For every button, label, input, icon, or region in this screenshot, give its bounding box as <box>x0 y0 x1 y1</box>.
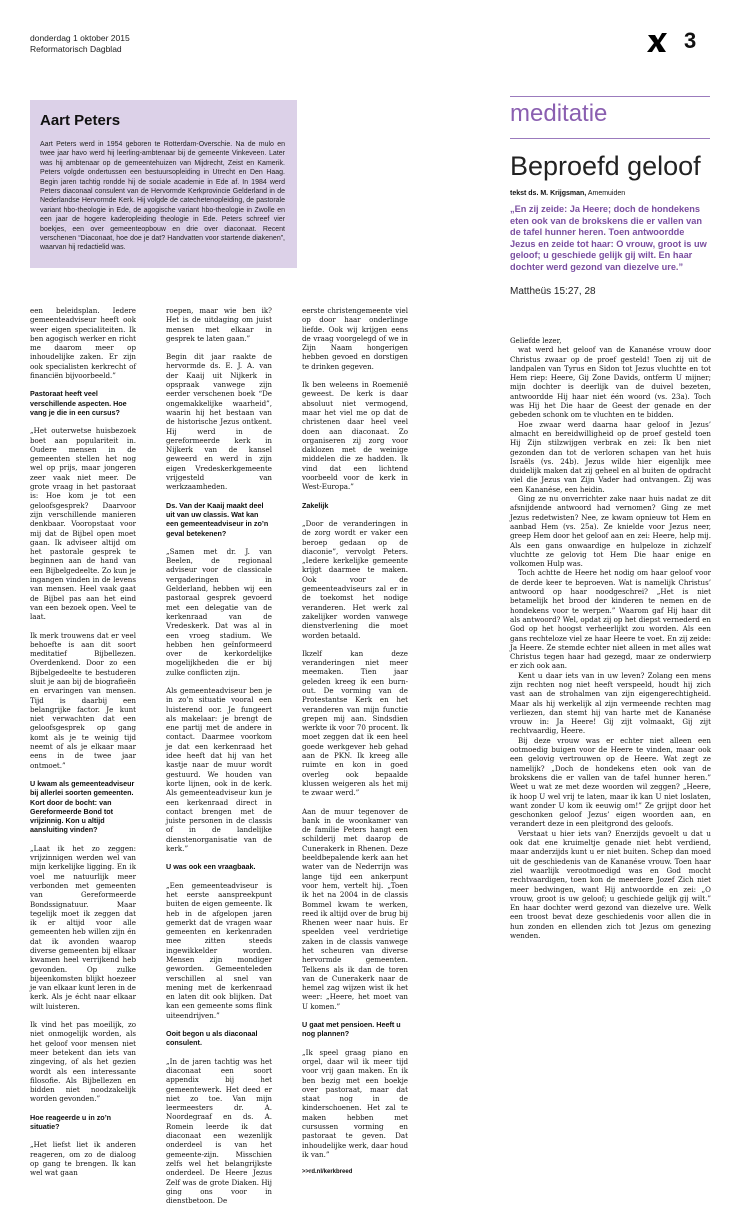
interview-column-3 <box>302 306 408 1176</box>
body-paragraph: een beleidsplan. Iedere gemeenteadviseur heeft ook weer eigen specialiteiten. Ik ben agogisch werker en richt me daarom meer op inhoudelijke zaken. Er zijn ook specialisten kerkrecht of financiën bijvoorbeeld.” <box>30 306 136 381</box>
body-paragraph: Ik ben weleens in Roemenië geweest. De kerk is daar absoluut niet vermogend, maar het viel me op dat de christenen daar heel veel doen aan diaconaat. Zo organiseren zij zorg voor daklozen met de weinige middelen die ze hadden. Ik vind dat een lichtend voorbeeld voor de kerk in West-Europa.” <box>302 380 408 492</box>
meditation-rule <box>510 138 710 139</box>
body-paragraph: eerste christengemeente viel op door haar onderlinge liefde. Ook wij krijgen eens de vraag voorgelegd of we in Zijn Naam hongerigen hebben gevoed en dorstigen te drinken gegeven. <box>302 306 408 371</box>
website-link[interactable]: >>rd.nl/kerkbreed <box>302 1169 353 1176</box>
meditation-author <box>510 189 625 199</box>
body-paragraph: „Ik speel graag piano en orgel, daar wil ik meer tijd voor vrij gaan maken. En ik ben bezig met een boekje over pastoraat, maar dat staat nog in de kinderschoenen. Het zal te maken hebben met cursussen vorming en pastoraat te geven. Dat inhoudelijke werk, daar houd ik van.” <box>302 1047 408 1159</box>
body-paragraph: „Een gemeenteadviseur is het eerste aanspreekpunt buiten de eigen gemeente. Ik heb in de afgelopen jaren gemerkt dat de vragen waar gemeenten en kerkenraden mee zitten steeds ingewikkelder worden. Mensen zijn mondiger geworden. Gemeenteleden verschillen al snel van mening met de kerkenraad en laten dit ook blijken. Dat kan een gemeente soms flink uiteendrijven.” <box>166 880 272 1020</box>
body-paragraph: „Het liefst liet ik anderen reageren, om zo de dialoog op gang te brengen. Ik kan wel wat gaan <box>30 1140 136 1178</box>
header-dateline <box>30 33 130 55</box>
page-number: 3 <box>684 28 697 53</box>
interview-question: Ooit begon u als diaconaal consulent. <box>166 1029 258 1048</box>
body-paragraph: „Samen met dr. J. van Beelen, de regionaal adviseur voor de classicale vergaderingen in Gelderland, hebben wij een pastoraal gesprek gevoerd met een delegatie van de kerkenraad van de Vredeskerk. Dat was al in een vroeg stadium. We hebben hen geïnformeerd over de kerkordelijke mogelijkheden die er bij zulke conflicten zijn. <box>166 546 272 677</box>
body-paragraph: Ikzelf kan deze veranderingen niet meer meemaken. Tien jaar geleden kreeg ik een burn-out. De vorming van de Protestantse Kerk en het veranderen van mijn functie grepen mij aan. Sindsdien werkte ik voor 70 procent. Ik moet zeggen dat ik een heel goede werkgever heb gehad aan de PKN. Ik kreeg alle ruimte en kon in goed overleg ook bepaalde klussen weigeren als het mij te zwaar werd.” <box>302 648 408 798</box>
meditation-paragraph: Kent u daar iets van in uw leven? Zolang een mens zijn rechten nog niet heeft verspeeld, houdt hij zich vast aan de strohalmen van zijn eigengerechtigheid. Maar als hij werkelijk al zijn vermeende rechten mag verliezen, dan stemt hij van harte met de Kananése vrouw in: Ja Heere! Gij zijt volmaakt, Gij zijt rechtvaardig, Heere. <box>510 670 711 736</box>
meditation-title: Beproefd geloof <box>510 151 701 181</box>
meditation-bible-reference: Mattheüs 15:27, 28 <box>510 286 596 297</box>
body-paragraph: „Het outerwetse huisbezoek boet aan populariteit in. Oudere mensen in de gemeenten stellen het nog wel op prijs, maar jongeren zeer vaak niet meer. De grote vraag in het pastoraat is: Hoe kom je tot een geloofsgesprek? Daarvoor zijn verschillende manieren denkbaar. Vooropstaat voor mij dat de Bijbel open moet gaan. Ik adviseer altijd om het pastorale gesprek te beginnen aan de hand van een Bijbelgedeelte. Zo kun je ingangen vinden in de levens van mensen. Heel vaak gaat de Bijbel pas aan het eind van een bezoek open. Veel te laat. <box>30 426 136 622</box>
interview-question: U was ook een vraagbaak. <box>166 862 256 872</box>
meditation-author-name: tekst ds. M. Krijgsman, <box>510 190 587 197</box>
bio-text: Aart Peters werd in 1954 geboren te Rotterdam-Overschie. Na de mulo en twee jaar havo werd hij leerling-ambtenaar bij de gemeente Vinkeveen. Later was hij ambtenaar op de gemeentehuizen van Mijdrecht, Zeist en Kamerik. Peters volgde ondertussen een bestuursopleiding in Utrecht en Den Haag. Begin jaren tachtig rondde hij de sociale academie in Ede af. In 1984 werd Peters diaconaal consulent van de Hervormde Kerkprovincie Gelderland in de Nederlandse Hervormde Kerk. Hij volgde de catechetenopleiding, de pastorale variant hbo-theologie in Ede, de agogische variant hbo-theologie in Zwolle en een jaar de hogere kaderopleiding theologie in Ede. Peters schreef vier boekjes, een over gemeenteopbouw en drie over diaconaat. Recent verschenen “Diaconaat, hoe doe je dat? Handvatten voor startende diakenen”, waarvan hij redactielid was. <box>40 141 285 252</box>
header-date: donderdag 1 oktober 2015 <box>30 33 130 43</box>
body-paragraph: „Laat ik het zo zeggen: vrijzinnigen werden wel van mijn kerkelijke ligging. En ik voel me natuurlijk meer verbonden met gemeenten van Gereformeerde Bondssignatuur. Maar tegelijk moet ik zeggen dat ik er altijd voor alle gemeenten heb willen zijn én dat ik avonden waarop diverse gemeenten bij elkaar kwamen heel verrijkend heb gevonden. Op zulke bijeenkomsten blijkt hoezeer je van elkaar kunt leren in de kerk. Als je écht naar elkaar wilt luisteren. <box>30 843 136 1011</box>
meditation-paragraph: Hoe zwaar werd daarna haar geloof in Jezus’ almacht en bereidwilligheid op de proef gesteld toen Hij Zijn stilzwijgen verbrak en zei: Ik ben niet gezonden dan tot de verloren schapen van het huis Israëls (vs. 24b). Jezus wilde hier eigenlijk mee duidelijk maken dat zij geheel en al buiten de opdracht viel die Jezus van Zijn Vader had ontvangen. Zij was een Kananése, een heidin. <box>510 419 711 494</box>
rd-logo-icon <box>646 31 668 53</box>
interview-question: U gaat met pensioen. Heeft u nog plannen? <box>302 1020 401 1039</box>
body-paragraph: Als gemeenteadviseur ben je in zo’n situatie vooral een luisterend oor. Je fungeert als makelaar: je brengt de ene partij met de andere in contact. Daarmee voorkom je dat een kerkenraad het idee heeft dat hij van het kastje naar de muur wordt gestuurd. We houden van korte lijnen, ook in de kerk. Als gemeenteadviseur kun je een kerkenraad direct in contact brengen met de juiste personen in de classis of in de landelijke dienstenorganisatie van de kerk.” <box>166 685 272 854</box>
meditation-bible-quote: „En zij zeide: Ja Heere; doch de hondekens eten ook van de brokskens die er vallen van de tafel hunner heren. Toen antwoordde Jezus en zeide tot haar: O vrouw, groot is uw geloof; u geschiede gelijk gij wilt. En haar dochter werd gezond van diezelve ure.” <box>510 204 707 272</box>
body-paragraph: Ik vind het pas moeilijk, zo niet onmogelijk worden, als het geloof voor mensen niet meer betekent dan iets van zingeving, of als het gezien wordt als een interessante filosofie. Als Bijbellezen en bidden niet noodzakelijk worden gevonden.” <box>30 1020 136 1104</box>
meditation-author-place: Amemuiden <box>587 190 626 197</box>
meditation-paragraph: wat werd het geloof van de Kananése vrouw door Christus zwaar op de proef gesteld! Toen zij uit de landpalen van Tyrus en Sidon tot Jezus vluchtte en tot Hem riep: Heere, Gij Zone Davids, ontferm U mijner; mijn dochter is deerlijk van de duivel bezeten, antwoordde Hij haar niet één woord (vs. 23a). Toch was Hij het Die haar de Geest der genade en der gebeden schonk om te vluchten en te bidden. <box>510 345 711 420</box>
interview-column-1 <box>30 306 136 1178</box>
interview-question: U kwam als gemeenteadviseur bij allerlei soorten gemeenten. Kort door de bocht: van Gereformeerde Bond tot vrijzinnig. Kon u altijd aansluiting vinden? <box>30 778 135 835</box>
interview-question: Zakelijk <box>302 500 329 510</box>
meditation-section-label: meditatie <box>510 100 608 127</box>
body-paragraph: roepen, maar wie ben ik? Het is de uitdaging om juist mensen met elkaar in gesprek te laten gaan.” <box>166 306 272 343</box>
meditation-paragraph: Verstaat u hier iets van? Enerzijds gevoelt u dat u ook dat ene kruimeltje genade niet hebt verdiend, maar anderzijds kunt u er niet buiten. Schep dan moed uit de geschiedenis van de Kananése vrouw. Toen haar ziel waarlijk verootmoedigd was en God mocht rechtvaardigen, toen kon de meerdere Jozef Zich niet meer bedwingen, want Hij antwoordde en zei: „O vrouw, groot is uw geloof; u geschiede gelijk gij wilt.” En haar dochter werd gezond van diezelve ure. Welk een troost bevat deze geschiedenis voor allen die in hun zonden en ellenden zich tot Jezus om genezing wenden. <box>510 828 711 940</box>
header-paper-name: Reformatorisch Dagblad <box>30 44 122 54</box>
interview-question: Pastoraat heeft veel verschillende aspecten. Hoe vang je die in een cursus? <box>30 389 127 417</box>
meditation-body <box>510 336 711 1056</box>
interview-question: Ds. Van der Kaaij maakt deel uit van uw classis. Wat kan een gemeenteadviseur in zo’n geval betekenen? <box>166 500 269 538</box>
meditation-paragraph: Geliefde lezer, <box>510 336 562 345</box>
body-paragraph: „In de jaren tachtig was het diaconaat een soort appendix bij het gemeentewerk. Het deed er niet zo toe. Van mijn leermeesters dr. A. Noordegraaf en ds. A. Romein leerde ik dat diaconaat een wezenlijk onderdeel is van het gemeente-zijn. Misschien zelfs wel het belangrijkste onderdeel. De Heere Jezus Zelf was de grote Diaken. Hij ging ons voor in dienstbetoon. De <box>166 1056 272 1205</box>
bio-box <box>30 100 297 268</box>
body-paragraph: „Door de veranderingen in de zorg wordt er vaker een beroep gedaan op de diaconie”, vervolgt Peters. „Iedere kerkelijke gemeente krijgt daarmee te maken. Ook voor de gemeenteadviseurs zal er in de toekomst het nodige veranderen. Het werk zal zakelijker worden vanwege dienstverlening die moet worden betaald. <box>302 518 408 640</box>
meditation-paragraph: Bij deze vrouw was er echter niet alleen een ootmoedig buigen voor de Heere te vinden, maar ook een gelovig vertrouwen op de Heere. Wat zegt ze namelijk? „Doch de hondekens eten ook van de brokskens die er vallen van de tafel hunner heren.” Weet u wat ze met deze woorden wil zeggen? „Heere, ik hoop U wel vrij te laten, maar ik kan U niet loslaten, want zonder U kom ik eeuwig om!” Ze grijpt door het geschonken geloof Jezus’ eigen woorden aan, en verandert deze in een pleitgrond des geloofs. <box>510 735 711 829</box>
interview-column-2 <box>166 306 272 1205</box>
meditation-paragraph: Ging ze nu onverrichter zake naar huis nadat ze dit afsnijdende antwoord had vernomen? Ging ze met Jezus redetwisten? Nee, ze kwam opnieuw tot Hem en aanbad Hem (vs. 25a). Ze knielde voor Jezus neer, greep Hem door het geloof aan en zei: Heere, help mij. Als een gans onwaardige en hulpeloze in zichzelf vluchtte ze gelovig tot Hem Die haar enige en volkomen Hulp was. <box>510 494 711 569</box>
body-paragraph: Ik merk trouwens dat er veel behoefte is aan dit soort meditatief Bijbellezen. Overdenkend. Door zo een Bijbelgedeelte te bestuderen sluit je aan bij de biografieën en ervaringen van mensen. Tijd is daarbij een belangrijke factor. Je kunt niet verwachten dat een geloofsgesprek op gang komt als je te weinig tijd neemt of als je elkaar maar eens in de twee jaar ontmoet.” <box>30 630 136 770</box>
interview-question: Hoe reageerde u in zo’n situatie? <box>30 1112 112 1132</box>
meditation-top-rule <box>510 96 710 97</box>
meditation-paragraph: Toch achtte de Heere het nodig om haar geloof voor de derde keer te beproeven. Wat is namelijk Christus’ antwoord op haar noodgeschrei? „Het is niet betamelijk het brood der kinderen te nemen en de hondekens voor te werpen.” Waarom gaf Hij haar dit als antwoord? Wel, opdat zij op het diepst vernederd en God op het hoogst verheerlijkt zou worden. Als een gans rechteloze viel ze haar Heere te voet. En zij zeide: Ja Heere. Ze stemde echter niet alleen in met alles wat Christus tegen haar had gezegd, maar ze onderwierp er zich ook aan. <box>510 568 711 671</box>
body-paragraph: Begin dit jaar raakte de hervormde ds. E. J. A. van der Kaaij uit Nijkerk in opspraak vanwege zijn eerder verschenen boek “De ongemakkelijke waarheid”, waarin hij het bestaan van de historische Jezus ontkent. Hij werd in de gereformeerde kerk in Nijkerk van de kansel geweerd en werd in zijn eigen Vredeskerkgemeente vrijgesteld van werkzaamheden. <box>166 352 272 492</box>
bio-title: Aart Peters <box>40 112 121 129</box>
body-paragraph: Aan de muur tegenover de bank in de woonkamer van de familie Peters hangt een schilderij met daarop de Cunerakerk in Rhenen. Deze beeldbepalende kerk aan het water van de Nederrijn was lange tijd een ankerpunt voor hem, vertelt hij. „Toen ik het na 2004 in de classis Bommel kwam te werken, reed ik altijd over de brug bij Rhenen weer naar huis. Er speelden veel verdrietige zaken in de classis vanwege het scheuren van diverse hervormde gemeenten. Telkens als ik dan de toren van de Cunerakerk naar de hemel zag wijzen wist ik het weer: „Heere, het moet van U komen.” <box>302 806 408 1011</box>
